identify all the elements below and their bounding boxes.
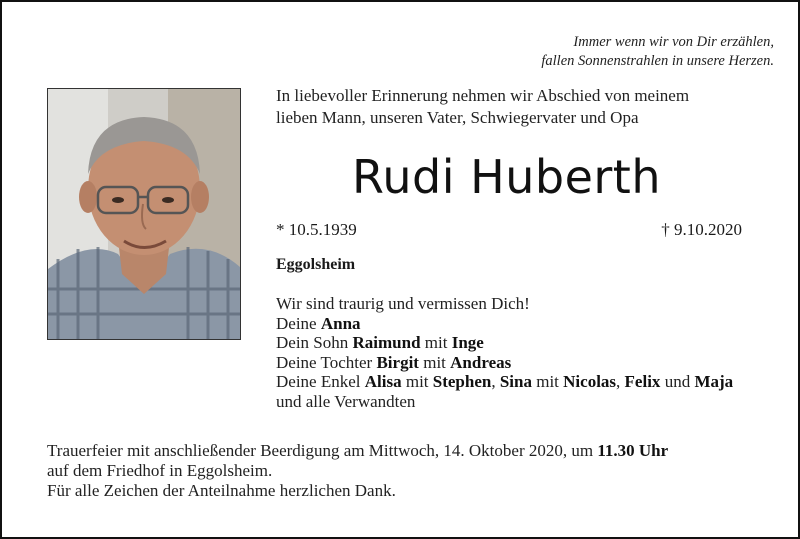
mourner-name: Maja: [694, 372, 734, 392]
mourner-connector: mit: [418, 352, 451, 372]
mourner-name: Raimund: [352, 333, 421, 353]
death-date: † 9.10.2020: [661, 220, 742, 239]
funeral-time: 11.30 Uhr: [597, 441, 669, 460]
birth-date: * 10.5.1939: [276, 220, 357, 239]
funeral-details: [47, 441, 668, 501]
mourner-prefix: Dein Sohn: [276, 333, 353, 353]
mourner-name: Sina: [499, 372, 532, 392]
funeral-date-text: Trauerfeier mit anschließender Beerdigung am Mittwoch, 14. Oktober 2020, um: [47, 441, 598, 460]
mourner-name: Alisa: [364, 372, 402, 392]
mourners-intro: Wir sind traurig und vermissen Dich!: [276, 294, 530, 313]
mourner-connector: mit: [401, 372, 433, 392]
mourner-name: Felix: [624, 372, 661, 392]
intro-line: lieben Mann, unseren Vater, Schwiegervater und Opa: [276, 108, 639, 127]
mourners-relatives: und alle Verwandten: [276, 391, 416, 411]
motto-line: Immer wenn wir von Dir erzählen,: [573, 34, 774, 50]
mourner-prefix: Deine: [276, 313, 321, 333]
intro-text: [276, 85, 689, 129]
thanks-text: Für alle Zeichen der Anteilnahme herzlichen Dank.: [47, 481, 396, 500]
intro-line: In liebevoller Erinnerung nehmen wir Abschied von meinem: [276, 86, 690, 105]
mourners-list: [276, 294, 733, 412]
mourner-connector: und: [660, 372, 695, 392]
portrait-photo: [47, 88, 241, 340]
mourner-name: Stephen: [432, 372, 492, 392]
mourner-connector: ,: [616, 372, 625, 392]
mourner-connector: mit: [531, 372, 564, 392]
deceased-name: Rudi Huberth: [352, 150, 661, 204]
mourner-name: Inge: [451, 333, 484, 353]
mourner-connector: mit: [420, 333, 452, 353]
mourner-name: Birgit: [376, 352, 419, 372]
mourner-name: Andreas: [450, 352, 512, 372]
funeral-location: auf dem Friedhof in Eggolsheim.: [47, 461, 273, 480]
mourner-son: [276, 333, 733, 353]
mourner-prefix: Deine Tochter: [276, 352, 377, 372]
mourner-connector: ,: [491, 372, 500, 392]
mourner-name: Anna: [320, 313, 361, 333]
motto-quote: [541, 33, 774, 71]
portrait-illustration: [48, 89, 240, 339]
mourner-name: Nicolas: [563, 372, 617, 392]
mourner-wife: [276, 314, 733, 334]
hometown: Eggolsheim: [276, 256, 356, 273]
funeral-line: [47, 441, 668, 461]
mourner-prefix: Deine Enkel: [276, 372, 365, 392]
mourner-grandchildren: [276, 372, 733, 392]
mourner-daughter: [276, 353, 733, 373]
motto-line: fallen Sonnenstrahlen in unsere Herzen.: [541, 53, 774, 69]
